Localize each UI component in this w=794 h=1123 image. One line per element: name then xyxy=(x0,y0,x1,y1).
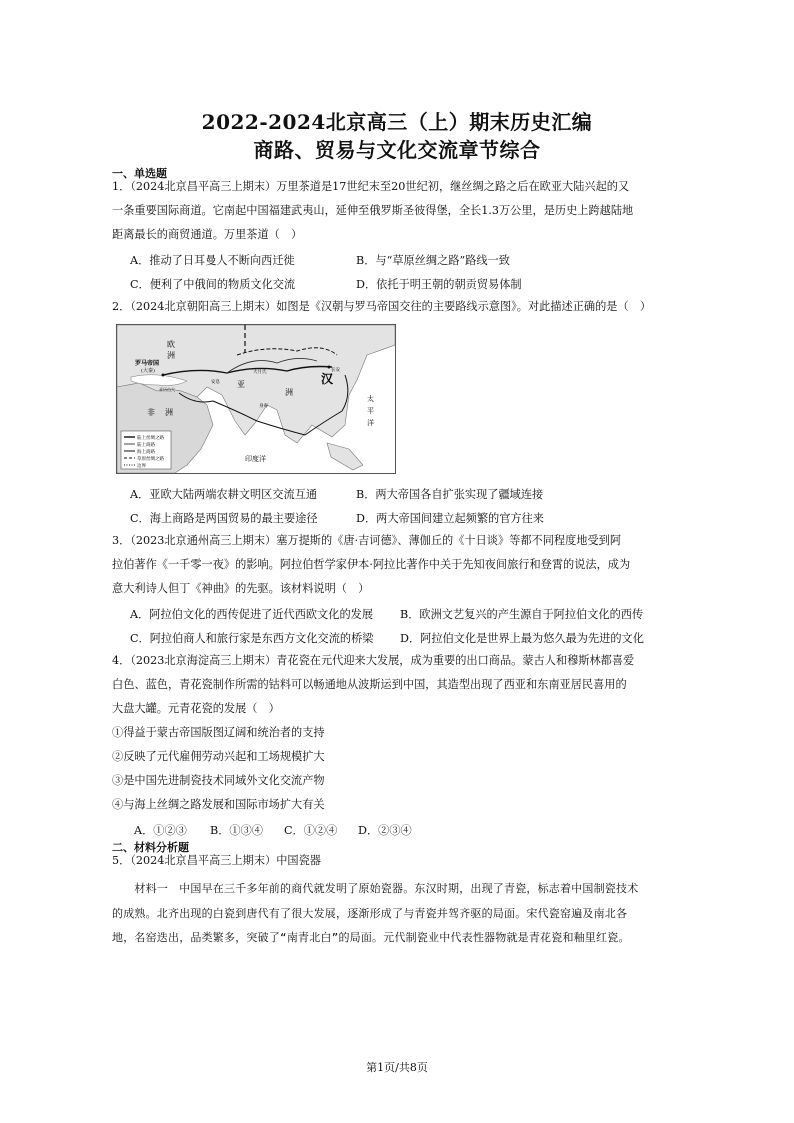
map-landmass-islands xyxy=(327,443,363,470)
q5-material-line-3: 地，名窑迭出，品类繁多，突破了“南青北白”的局面。元代制瓷业中代表性器物就是青花瓷和釉里红瓷。 xyxy=(112,931,630,944)
q4-statement-1: ①得益于蒙古帝国版图辽阔和统治者的支持 xyxy=(112,726,325,739)
map-label-ping: 平 xyxy=(367,407,374,415)
q3-option-c: C．阿拉伯商人和旅行家是东西方文化交流的桥梁 xyxy=(130,632,374,645)
q1-option-a: A．推动了日耳曼人不断向西迁徙 xyxy=(130,254,295,267)
map-label-rome: 罗马帝国 xyxy=(135,360,160,367)
legend-label-2: 陆上商路 xyxy=(137,443,155,448)
q4-statement-2: ②反映了元代雇佣劳动兴起和工场规模扩大 xyxy=(112,750,325,763)
q4-line-1: 4．（2023北京海淀高三上期末）青花瓷在元代迎来大发展，成为重要的出口商品。蒙古人和穆斯林都喜爱 xyxy=(112,654,635,667)
q4-option-c: C．①②④ xyxy=(284,824,338,837)
map-label-zhou1: 洲 xyxy=(167,351,175,360)
q3-option-b: B．欧洲文艺复兴的产生源自于阿拉伯文化的西传 xyxy=(400,608,644,621)
q2-option-b: B．两大帝国各自扩张实现了疆域连接 xyxy=(356,488,544,501)
map-label-zhou2: 洲 xyxy=(165,408,173,417)
q3-line-2: 拉伯著作《一千零一夜》的影响。阿拉伯哲学家伊本·阿拉比著作中关于先知夜间旅行和登霄的说法，成为 xyxy=(112,558,631,571)
legend-label-1: 陆上丝绸之路 xyxy=(137,436,164,441)
section-heading-single-choice: 一、单选题 xyxy=(112,167,167,180)
q1-option-c: C．便利了中俄间的物质文化交流 xyxy=(130,278,296,291)
map-label-anxi: 安息 xyxy=(211,380,220,385)
map-label-indian-ocean: 印度洋 xyxy=(245,455,266,463)
q2-line-1: 2．（2024北京朝阳高三上期末）如图是《汉朝与罗马帝国交往的主要路线示意图》。对此描述正确的是（ ） xyxy=(112,300,652,313)
map-label-daqin: (大秦) xyxy=(141,368,155,374)
map-marker-changan xyxy=(328,366,331,369)
map-svg xyxy=(117,325,395,473)
map-marker-rome xyxy=(162,374,165,377)
q4-line-3: 大盘大罐。元青花瓷的发展（ ） xyxy=(112,702,280,715)
page-subtitle: 商路、贸易与文化交流章节综合 xyxy=(253,138,541,162)
map-label-alexandria: 亚历山大 xyxy=(159,387,175,392)
page-title: 2022-2024北京高三（上）期末历史汇编 xyxy=(201,110,593,134)
map-label-fei: 非 xyxy=(147,408,155,417)
q1-line-1: 1．（2024北京昌平高三上期末）万里茶道是17世纪末至20世纪初，继丝绸之路之后在欧亚大陆兴起的又 xyxy=(112,180,630,193)
map-label-dayuezhi: 大月氏 xyxy=(253,370,267,375)
q3-option-a: A．阿拉伯文化的西传促进了近代西欧文化的发展 xyxy=(130,608,374,621)
q4-line-2: 白色、蓝色，青花瓷制作所需的钴料可以畅通地从波斯运到中国，其造型出现了西亚和东南亚居民喜用的 xyxy=(112,678,627,691)
q2-option-c: C．海上商路是两国贸易的最主要途径 xyxy=(130,512,318,525)
map-label-ya: 亚 xyxy=(237,380,245,389)
legend-label-4: 草原丝绸之路 xyxy=(137,457,164,462)
map-label-changan: 长安 xyxy=(331,368,340,373)
q1-option-b: B．与“草原丝绸之路”路线一致 xyxy=(356,254,510,267)
page-footer: 第1页/共8页 xyxy=(366,1061,428,1074)
q5-line-1: 5．（2024北京昌平高三上期末）中国瓷器 xyxy=(112,854,321,867)
q3-line-1: 3．（2023北京通州高三上期末）塞万提斯的《唐·吉诃德》、薄伽丘的《十日谈》等都不同程度地受到阿 xyxy=(112,534,622,547)
map-label-han: 汉 xyxy=(321,372,334,386)
map-label-yang: 洋 xyxy=(367,419,374,427)
map-label-tai: 太 xyxy=(367,395,374,403)
map-label-ou: 欧 xyxy=(167,340,175,349)
map-label-zhou3: 洲 xyxy=(285,388,293,397)
map-label-shendu: 身毒 xyxy=(259,404,268,409)
q4-option-b: B．①③④ xyxy=(210,824,263,837)
q5-material-line-2: 的成熟。北齐出现的白瓷到唐代有了很大发展，逐渐形成了与青瓷并驾齐驱的局面。宋代瓷窑遍及南北各 xyxy=(112,907,628,920)
section-heading-material-analysis: 二、材料分析题 xyxy=(112,841,189,854)
q5-material-line-1: 材料一 中国早在三千多年前的商代就发明了原始瓷器。东汉时期，出现了青瓷，标志着中国制瓷技术 xyxy=(112,882,639,895)
q1-option-d: D．依托于明王朝的朝贡贸易体制 xyxy=(356,278,522,291)
legend-label-5: 边界 xyxy=(137,464,146,469)
legend-label-3: 海上商路 xyxy=(137,450,155,455)
q3-line-3: 意大利诗人但丁《神曲》的先驱。该材料说明（ ） xyxy=(112,582,370,595)
q4-statement-4: ④与海上丝绸之路发展和国际市场扩大有关 xyxy=(112,798,325,811)
q2-option-a: A．亚欧大陆两端农耕文明区交流互通 xyxy=(130,488,318,501)
q2-option-d: D．两大帝国间建立起频繁的官方往来 xyxy=(356,512,544,525)
q4-statement-3: ③是中国先进制瓷技术同域外文化交流产物 xyxy=(112,774,325,787)
map-han-rome-routes xyxy=(116,324,396,474)
q3-option-d: D．阿拉伯文化是世界上最为悠久最为先进的文化 xyxy=(400,632,644,645)
q1-line-3: 距离最长的商贸通道。万里茶道（ ） xyxy=(112,228,303,241)
q1-line-2: 一条重要国际商道。它南起中国福建武夷山，延伸至俄罗斯圣彼得堡，全长1.3万公里，是历史上跨越陆地 xyxy=(112,204,634,217)
q4-option-d: D．②③④ xyxy=(358,824,412,837)
q4-option-a: A．①②③ xyxy=(134,824,187,837)
